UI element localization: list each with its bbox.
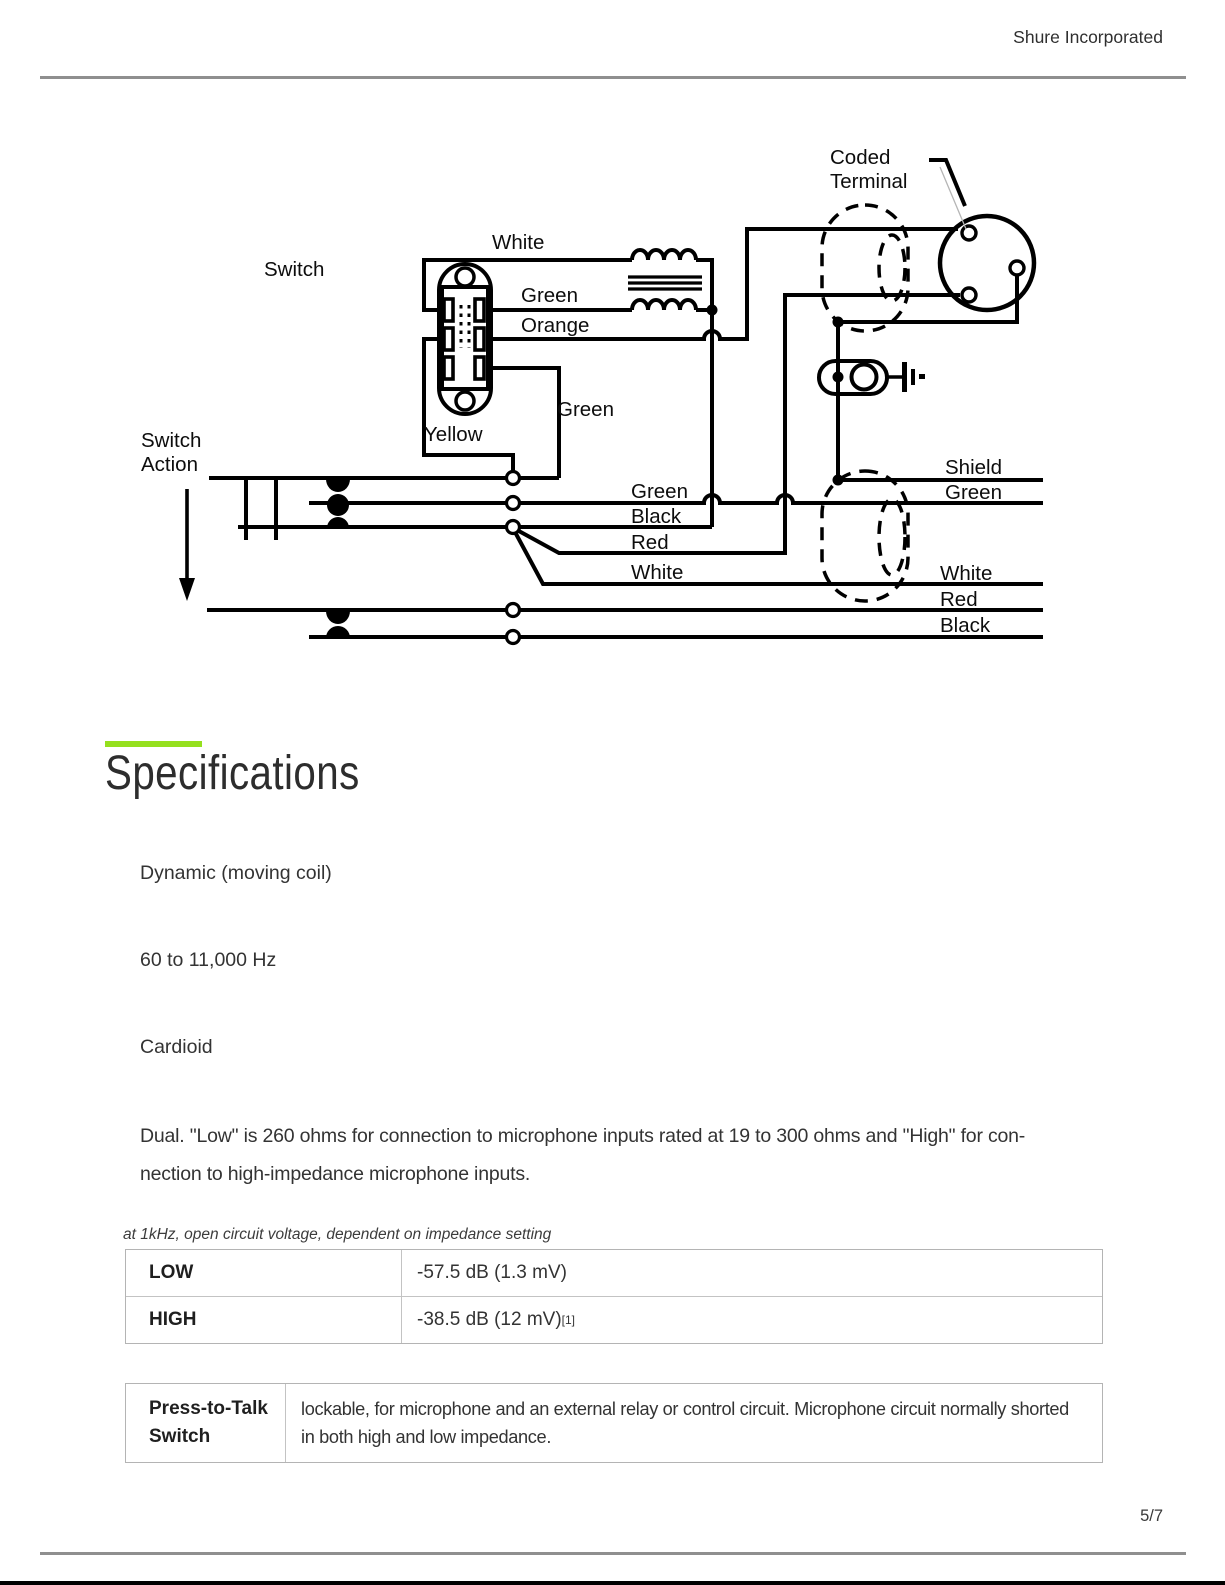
impedance-line-1: Dual. "Low" is 260 ohms for connection to microphone inputs rated at 19 to 300 ohms and "High" for con-: [140, 1125, 1026, 1147]
label-green-right: Green: [945, 481, 1002, 504]
sensitivity-high-value-text: -38.5 dB (12 mV): [417, 1309, 562, 1330]
ptt-label: [126, 1384, 285, 1462]
footnote-marker: [1]: [561, 1313, 576, 1327]
ptt-desc-line-1: lockable, for microphone and an external relay or control circuit. Microphone circuit normally shorted: [301, 1399, 1069, 1419]
switch-component: [439, 264, 491, 414]
label-white-right: White: [940, 562, 993, 585]
sensitivity-low-value-text: -57.5 dB (1.3 mV): [417, 1262, 567, 1283]
table-row: [126, 1296, 1102, 1343]
spec-impedance-paragraph: [140, 1118, 1130, 1193]
table-row: [126, 1250, 1102, 1296]
ptt-table: [125, 1383, 1103, 1463]
sensitivity-high-label: HIGH: [149, 1309, 197, 1330]
label-switch: Switch: [264, 258, 325, 281]
ptt-description: [285, 1384, 1102, 1462]
label-red-row: Red: [631, 531, 669, 554]
label-green-row: Green: [631, 480, 688, 503]
junction-dots: [707, 305, 844, 486]
label-white-row: White: [631, 561, 684, 584]
page-number: 5/7: [1140, 1507, 1163, 1525]
sensitivity-high-value: [401, 1297, 1102, 1343]
label-green-upper: Green: [521, 284, 578, 307]
ptt-label-line-1: Press-to-Talk: [149, 1398, 268, 1419]
label-black-right: Black: [940, 614, 991, 637]
sensitivity-low-value: [401, 1250, 1102, 1296]
cable-jacket-dashed-outlines: [822, 205, 908, 601]
header-company: Shure Incorporated: [1013, 27, 1163, 47]
impedance-line-2: nection to high-impedance microphone inputs.: [140, 1162, 531, 1185]
ptt-label-line-2: Switch: [149, 1426, 211, 1447]
sensitivity-caption: at 1kHz, open circuit voltage, dependent on impedance setting: [123, 1226, 552, 1243]
spec-frequency-response: 60 to 11,000 Hz: [140, 949, 277, 971]
label-coded-terminal-2: Terminal: [830, 170, 908, 193]
spec-transducer-type: Dynamic (moving coil): [140, 862, 332, 884]
terminal-circles: [507, 472, 520, 644]
spec-polar-pattern: Cardioid: [140, 1036, 213, 1058]
label-switch-action-2: Action: [141, 453, 198, 476]
wires: [207, 229, 1043, 637]
label-orange: Orange: [521, 314, 590, 337]
footer-rule: [40, 1552, 1186, 1555]
page-title: Specifications: [105, 747, 360, 800]
wiring-diagram: [0, 0, 1225, 700]
viewport-bottom-bar: [0, 1581, 1225, 1585]
switch-action-arrow: [179, 489, 195, 601]
sensitivity-low-label: LOW: [149, 1262, 194, 1283]
label-black-row: Black: [631, 505, 682, 528]
label-yellow: Yellow: [424, 423, 483, 446]
sensitivity-table: [125, 1249, 1103, 1344]
ptt-desc-line-2: in both high and low impedance.: [301, 1427, 552, 1447]
label-switch-action-1: Switch: [141, 429, 202, 452]
label-shield-right: Shield: [945, 456, 1002, 479]
label-white-top: White: [492, 231, 545, 254]
label-green-mid: Green: [557, 398, 614, 421]
label-coded-terminal-1: Coded: [830, 146, 891, 169]
switch-contacts: [326, 479, 350, 638]
label-red-right: Red: [940, 588, 978, 611]
